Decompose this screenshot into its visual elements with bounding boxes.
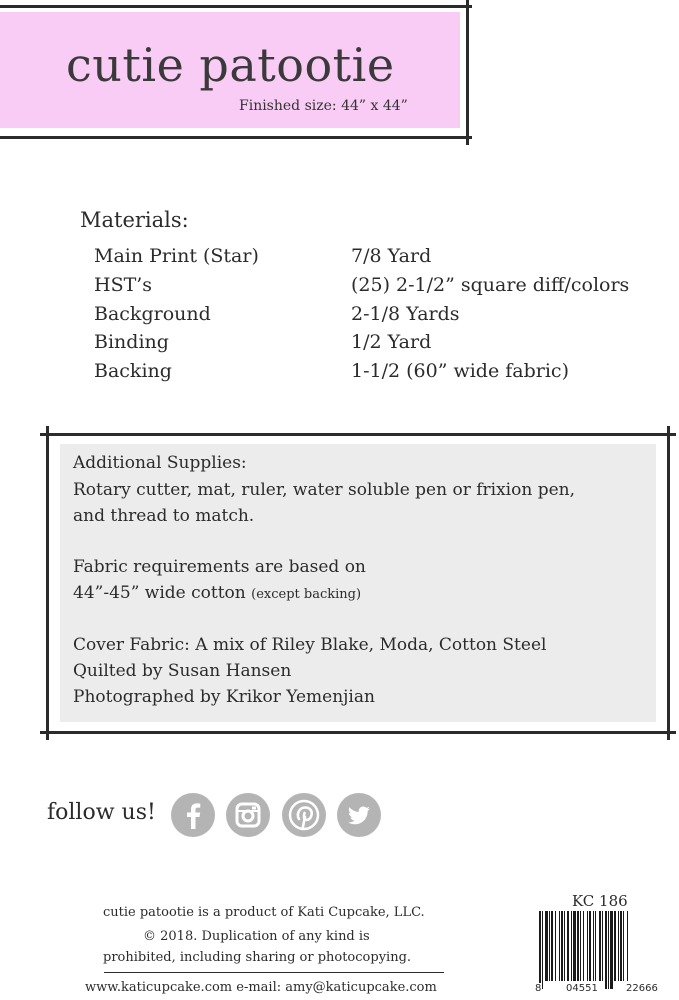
barcode-bar	[589, 911, 591, 981]
fabric-width	[73, 583, 361, 603]
barcode-bar	[580, 911, 581, 981]
barcode-bar	[614, 911, 616, 981]
material-amount: 1-1/2 (60” wide fabric)	[351, 360, 569, 382]
material-name: HST’s	[94, 274, 153, 296]
supplies-thread: and thread to match.	[73, 506, 255, 526]
follow-us-label: follow us!	[47, 800, 156, 825]
barcode-bar	[587, 911, 588, 981]
title-frame-right	[466, 0, 469, 145]
barcode-bar	[549, 911, 550, 981]
title-frame-bottom	[0, 136, 472, 139]
barcode-bar	[561, 911, 563, 981]
supplies-tools: Rotary cutter, mat, ruler, water soluble pen or frixion pen,	[73, 480, 575, 500]
barcode	[537, 911, 679, 995]
footer-copyright: © 2018. Duplication of any kind is	[143, 929, 370, 944]
supplies-heading: Additional Supplies:	[73, 453, 247, 473]
fabric-requirements: Fabric requirements are based on	[73, 557, 366, 577]
footer-divider	[104, 972, 444, 973]
barcode-bar	[595, 911, 596, 981]
barcode-bar	[567, 911, 569, 981]
barcode-bar	[627, 911, 628, 981]
material-name: Background	[94, 303, 211, 325]
barcode-bar	[542, 911, 543, 989]
material-name: Backing	[94, 360, 172, 382]
barcode-bar	[605, 911, 607, 989]
barcode-bar	[583, 911, 584, 981]
barcode-bar	[539, 911, 541, 989]
supplies-frame-bottom	[40, 731, 676, 734]
barcode-bar	[573, 911, 576, 981]
barcode-bar	[577, 911, 579, 981]
twitter-icon[interactable]	[337, 793, 381, 837]
barcode-bar	[555, 911, 556, 981]
instagram-icon[interactable]	[226, 793, 270, 837]
material-amount: (25) 2-1/2” square diff/colors	[351, 274, 630, 296]
barcode-digit: 04551	[566, 983, 598, 994]
supplies-frame-top	[40, 433, 676, 436]
material-amount: 2-1/8 Yards	[351, 303, 460, 325]
material-amount: 1/2 Yard	[351, 331, 432, 353]
barcode-digit: 8	[535, 983, 542, 994]
material-amount: 7/8 Yard	[351, 245, 432, 267]
fabric-width-note: (except backing)	[251, 587, 362, 602]
photographed-by: Photographed by Krikor Yemenjian	[73, 687, 375, 707]
barcode-bar	[571, 911, 572, 981]
materials-heading: Materials:	[80, 208, 189, 232]
barcode-bar	[564, 911, 565, 981]
barcode-bar	[620, 911, 622, 981]
cover-fabric: Cover Fabric: A mix of Riley Blake, Moda, Cotton Steel	[73, 635, 547, 655]
barcode-bar	[559, 911, 560, 981]
barcode-bar	[623, 911, 624, 981]
footer-duplication: prohibited, including sharing or photocopying.	[103, 950, 412, 965]
pinterest-icon[interactable]	[282, 793, 326, 837]
quilted-by: Quilted by Susan Hansen	[73, 661, 292, 681]
supplies-frame-left	[46, 426, 49, 740]
facebook-icon[interactable]	[171, 793, 215, 837]
barcode-bar	[602, 911, 603, 981]
title-frame-top	[0, 5, 472, 8]
page-title: cutie patootie	[66, 38, 395, 92]
barcode-bar	[551, 911, 553, 981]
footer-product-line: cutie patootie is a product of Kati Cupcake, LLC.	[103, 905, 425, 920]
material-name: Main Print (Star)	[94, 245, 259, 267]
barcode-bar	[608, 911, 609, 989]
product-code: KC 186	[572, 892, 628, 910]
barcode-bar	[610, 911, 613, 989]
barcode-bar	[545, 911, 548, 981]
finished-size: Finished size: 44” x 44”	[239, 98, 408, 114]
material-name: Binding	[94, 331, 169, 353]
barcode-bars	[537, 911, 679, 991]
fabric-width-value: 44”-45” wide cotton	[73, 583, 246, 603]
supplies-frame-right	[667, 426, 670, 740]
barcode-bar	[599, 911, 601, 981]
barcode-bar	[618, 911, 619, 981]
barcode-digit: 22666	[626, 983, 658, 994]
barcode-bar	[593, 911, 594, 981]
footer-contact[interactable]: www.katicupcake.com e-mail: amy@katicupcake.com	[85, 980, 437, 995]
